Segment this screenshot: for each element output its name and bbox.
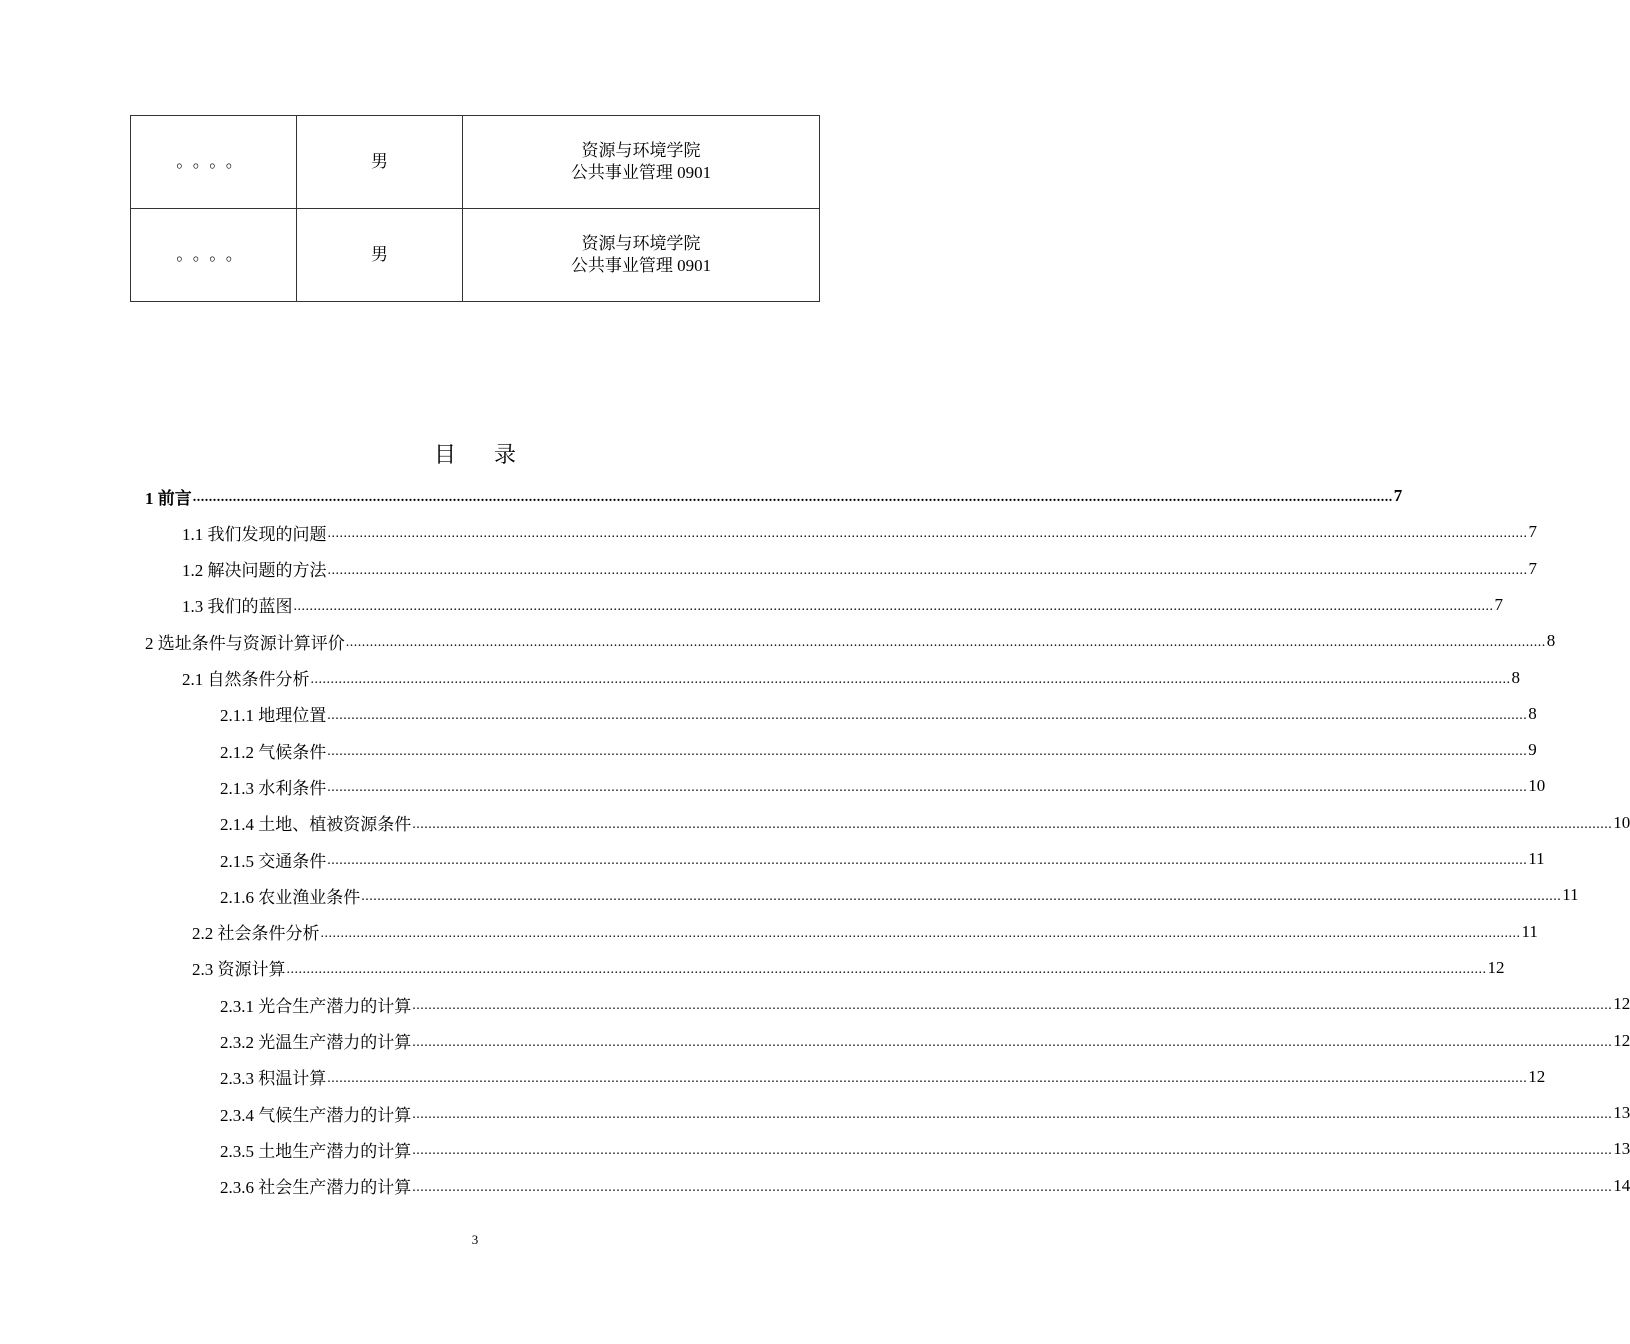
toc-entry-label: 2.3.4 气候生产潜力的计算 xyxy=(220,1105,412,1125)
toc-entry[interactable] xyxy=(220,986,1630,1022)
toc-leader-dots: ............................................................................................................................................................................................................................................................................................................ xyxy=(327,1070,1528,1086)
toc-entry-label: 2.3.3 积温计算 xyxy=(220,1069,327,1089)
toc-title-right: 录 xyxy=(494,443,517,468)
toc-entry-page: 7 xyxy=(1393,486,1403,505)
member-college xyxy=(463,116,820,209)
table-row xyxy=(131,209,820,302)
toc-leader-dots: ............................................................................................................................................................................................................................................................................................................ xyxy=(412,998,1613,1014)
toc-entry-page: 8 xyxy=(1546,631,1556,651)
toc-leader-dots: ............................................................................................................................................................................................................................................................................................................ xyxy=(320,925,1521,941)
toc-leader-dots: ............................................................................................................................................................................................................................................................................................................ xyxy=(327,853,1528,868)
toc-entry[interactable] xyxy=(220,877,1579,913)
toc-entry-page: 12 xyxy=(1487,957,1505,977)
toc-entry-label: 2.1.1 地理位置 xyxy=(220,706,327,726)
toc-entry-label: 2 选址条件与资源计算评价 xyxy=(145,633,345,653)
toc-entry-page: 10 xyxy=(1528,776,1546,796)
toc-entry-label: 2.1 自然条件分析 xyxy=(182,670,310,689)
toc-entry-page: 14 xyxy=(1613,1175,1630,1195)
toc-entry[interactable] xyxy=(220,1059,1546,1095)
toc-entry-label: 2.3.6 社会生产潜力的计算 xyxy=(220,1178,412,1198)
toc-entry-page: 7 xyxy=(1528,558,1537,578)
table-row xyxy=(131,116,820,209)
college-name: 资源与环境学院 xyxy=(581,141,701,160)
toc-leader-dots: ............................................................................................................................................................................................................................................................................................................ xyxy=(286,961,1487,977)
toc-leader-dots: ............................................................................................................................................................................................................................................................................................................ xyxy=(293,598,1494,614)
toc-entry[interactable] xyxy=(145,478,1403,514)
member-name: 。。。。 xyxy=(131,209,297,302)
toc-entry[interactable] xyxy=(220,1131,1630,1167)
toc-entry-page: 9 xyxy=(1528,740,1537,760)
toc-entry-page: 12 xyxy=(1613,994,1630,1014)
toc-entry-label: 2.3 资源计算 xyxy=(192,960,286,980)
toc-entry-page: 11 xyxy=(1528,849,1545,868)
toc-entry-page: 12 xyxy=(1528,1066,1546,1086)
toc-entry-label: 2.1.4 土地、植被资源条件 xyxy=(220,815,412,835)
toc-entry-page: 7 xyxy=(1494,594,1503,614)
college-name: 资源与环境学院 xyxy=(581,234,701,253)
toc-entry[interactable] xyxy=(182,587,1503,623)
member-college xyxy=(463,209,820,302)
toc-entry[interactable] xyxy=(182,514,1537,550)
toc-entry-page: 7 xyxy=(1528,522,1537,542)
toc-entry-page: 13 xyxy=(1613,1103,1630,1123)
toc-entry-page: 10 xyxy=(1613,812,1630,832)
class-name: 公共事业管理 0901 xyxy=(570,163,712,182)
toc-entry[interactable] xyxy=(220,696,1537,732)
toc-leader-dots: ............................................................................................................................................................................................................................................................................................................ xyxy=(412,1143,1613,1159)
toc-leader-dots: ............................................................................................................................................................................................................................................................................................................ xyxy=(327,744,1528,760)
toc-entry-label: 2.1.5 交通条件 xyxy=(220,851,327,871)
toc-entry[interactable] xyxy=(220,1095,1630,1131)
toc-leader-dots: ............................................................................................................................................................................................................................................................................................................ xyxy=(192,490,1393,505)
toc-leader-dots: ............................................................................................................................................................................................................................................................................................................ xyxy=(412,1034,1613,1050)
toc-entry-label: 2.3.1 光合生产潜力的计算 xyxy=(220,996,412,1016)
toc-leader-dots: ............................................................................................................................................................................................................................................................................................................ xyxy=(361,889,1562,905)
toc-leader-dots: ............................................................................................................................................................................................................................................................................................................ xyxy=(345,635,1546,651)
toc-entry-page: 12 xyxy=(1613,1030,1630,1050)
toc-leader-dots: ............................................................................................................................................................................................................................................................................................................ xyxy=(412,816,1613,832)
toc-leader-dots: ............................................................................................................................................................................................................................................................................................................ xyxy=(327,780,1528,796)
member-gender: 男 xyxy=(297,209,463,302)
members-table xyxy=(130,115,820,302)
toc-entry-page: 8 xyxy=(1511,667,1520,687)
member-gender: 男 xyxy=(297,116,463,209)
toc-entry[interactable] xyxy=(220,841,1545,877)
toc-leader-dots: ............................................................................................................................................................................................................................................................................................................ xyxy=(412,1107,1613,1123)
toc-entry-label: 1.2 解决问题的方法 xyxy=(182,561,327,581)
toc-entry[interactable] xyxy=(145,623,1556,659)
toc-entry-label: 1 前言 xyxy=(145,488,192,508)
toc-entry-label: 2.1.2 气候条件 xyxy=(220,742,327,762)
toc-entry-label: 1.1 我们发现的问题 xyxy=(182,524,327,544)
toc-entry-label: 2.1.6 农业渔业条件 xyxy=(220,887,361,907)
class-name: 公共事业管理 0901 xyxy=(570,256,712,275)
toc-leader-dots: ............................................................................................................................................................................................................................................................................................................ xyxy=(310,671,1511,687)
page-number: 3 xyxy=(471,1232,479,1247)
toc-entry-page: 8 xyxy=(1528,703,1537,723)
toc-entry[interactable] xyxy=(220,768,1546,804)
toc-title-left: 目 xyxy=(433,443,456,468)
toc-entry-label: 1.3 我们的蓝图 xyxy=(182,597,293,617)
toc-entry-label: 2.1.3 水利条件 xyxy=(220,778,327,798)
toc-entry-label: 2.3.2 光温生产潜力的计算 xyxy=(220,1033,412,1052)
toc-entry[interactable] xyxy=(182,551,1537,587)
toc-entry[interactable] xyxy=(220,805,1630,841)
toc-entry[interactable] xyxy=(220,1023,1630,1059)
toc-entry[interactable] xyxy=(220,732,1537,768)
toc-leader-dots: ............................................................................................................................................................................................................................................................................................................ xyxy=(327,707,1528,723)
toc-entry[interactable] xyxy=(192,950,1505,986)
toc-entry[interactable] xyxy=(192,914,1538,950)
toc-entry-page: 11 xyxy=(1521,921,1538,941)
toc-leader-dots: ............................................................................................................................................................................................................................................................................................................ xyxy=(412,1179,1613,1195)
toc-leader-dots: ............................................................................................................................................................................................................................................................................................................ xyxy=(327,562,1528,578)
toc-title xyxy=(0,438,950,469)
toc-entry[interactable] xyxy=(182,660,1520,696)
toc-entry-page: 13 xyxy=(1613,1139,1630,1159)
toc-entry[interactable] xyxy=(220,1168,1630,1204)
toc-entry-label: 2.3.5 土地生产潜力的计算 xyxy=(220,1141,412,1161)
member-name: 。。。。 xyxy=(131,116,297,209)
toc-entry-page: 11 xyxy=(1562,885,1579,905)
toc-leader-dots: ............................................................................................................................................................................................................................................................................................................ xyxy=(327,526,1528,542)
toc-entry-label: 2.2 社会条件分析 xyxy=(192,924,320,944)
